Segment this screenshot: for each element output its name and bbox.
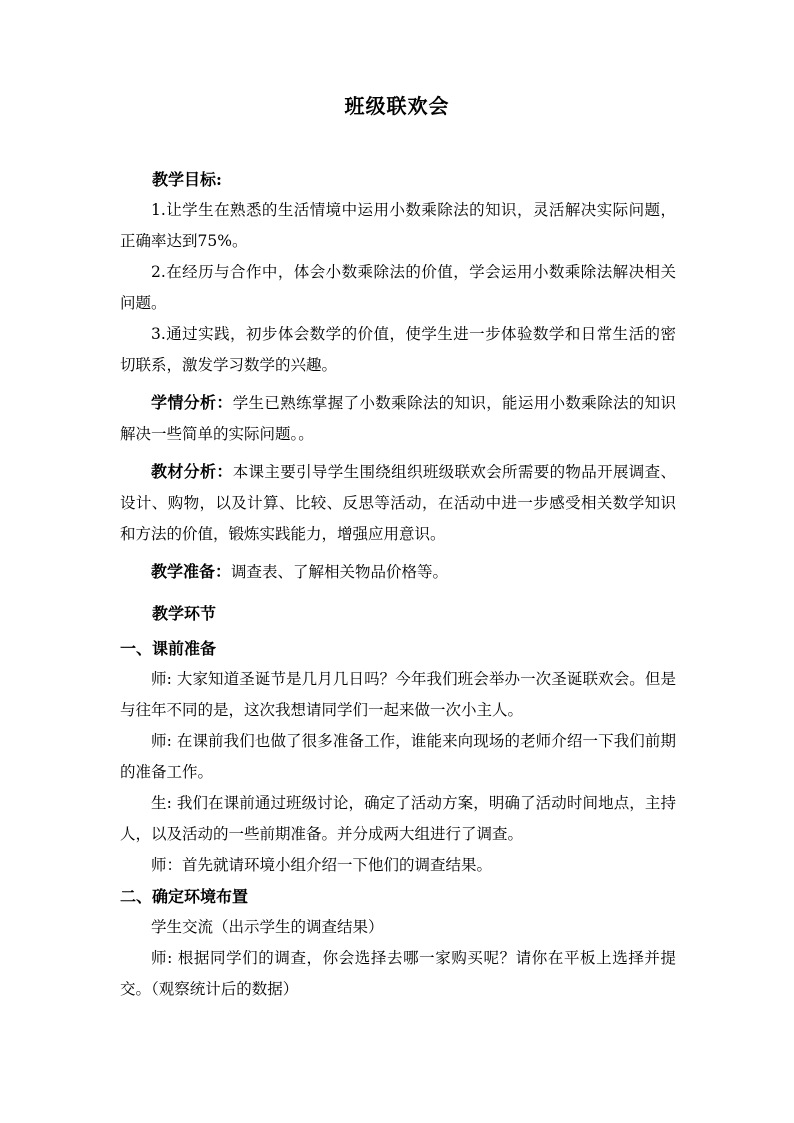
section-heading: 二、确定环境布置 bbox=[120, 887, 249, 906]
objective-item: 1.让学生在熟悉的生活情境中运用小数乘除法的知识，灵活解决实际问题，正确率达到75%。 bbox=[120, 201, 676, 250]
document-body bbox=[120, 164, 676, 1005]
teaching-prep bbox=[120, 556, 676, 588]
section-paragraph: 师: 在课前我们也做了很多准备工作，谁能来向现场的老师介绍一下我们前期的准备工作。 bbox=[120, 732, 676, 781]
section-paragraph: 师: 大家知道圣诞节是几月几日吗？今年我们班会举办一次圣诞联欢会。但是与往年不同的是，这次我想请同学们一起来做一次小主人。 bbox=[120, 670, 676, 719]
section-paragraph: 师：首先就请环境小组介绍一下他们的调查结果。 bbox=[151, 856, 493, 874]
material-analysis bbox=[120, 456, 676, 550]
student-analysis bbox=[120, 387, 676, 450]
section-paragraph: 师: 根据同学们的调查，你会选择去哪一家购买呢？请你在平板上选择并提交。（观察统计后的数据） bbox=[120, 949, 676, 998]
section-paragraph: 生: 我们在课前通过班级讨论，确定了活动方案，明确了活动时间地点，主持人，以及活动的一些前期准备。并分成两大组进行了调查。 bbox=[120, 794, 676, 843]
section-paragraph: 学生交流（出示学生的调查结果） bbox=[151, 918, 384, 936]
section-heading: 一、课前准备 bbox=[120, 639, 217, 658]
document-title: 班级联欢会 bbox=[344, 94, 450, 118]
teaching-prep-label: 教学准备： bbox=[151, 562, 232, 581]
objective-item: 2.在经历与合作中，体会小数乘除法的价值，学会运用小数乘除法解决相关问题。 bbox=[120, 263, 676, 312]
teaching-prep-text: 调查表、了解相关物品价格等。 bbox=[231, 563, 449, 581]
objective-item: 3.通过实践，初步体会数学的价值，使学生进一步体验数学和日常生活的密切联系，激发学习数学的兴趣。 bbox=[120, 325, 676, 374]
material-analysis-label: 教材分析： bbox=[151, 462, 233, 481]
objectives-heading: 教学目标: bbox=[152, 170, 222, 189]
student-analysis-text: 学生已熟练掌握了小数乘除法的知识，能运用小数乘除法的知识解决一些简单的实际问题。。 bbox=[120, 394, 676, 443]
student-analysis-label: 学情分析： bbox=[151, 393, 233, 412]
material-analysis-text: 本课主要引导学生围绕组织班级联欢会所需要的物品开展调查、设计、购物，以及计算、比较、反思等活动，在活动中进一步感受相关数学知识和方法的价值，锻炼实践能力，增强应用意识。 bbox=[120, 463, 676, 543]
process-heading: 教学环节 bbox=[152, 604, 217, 623]
